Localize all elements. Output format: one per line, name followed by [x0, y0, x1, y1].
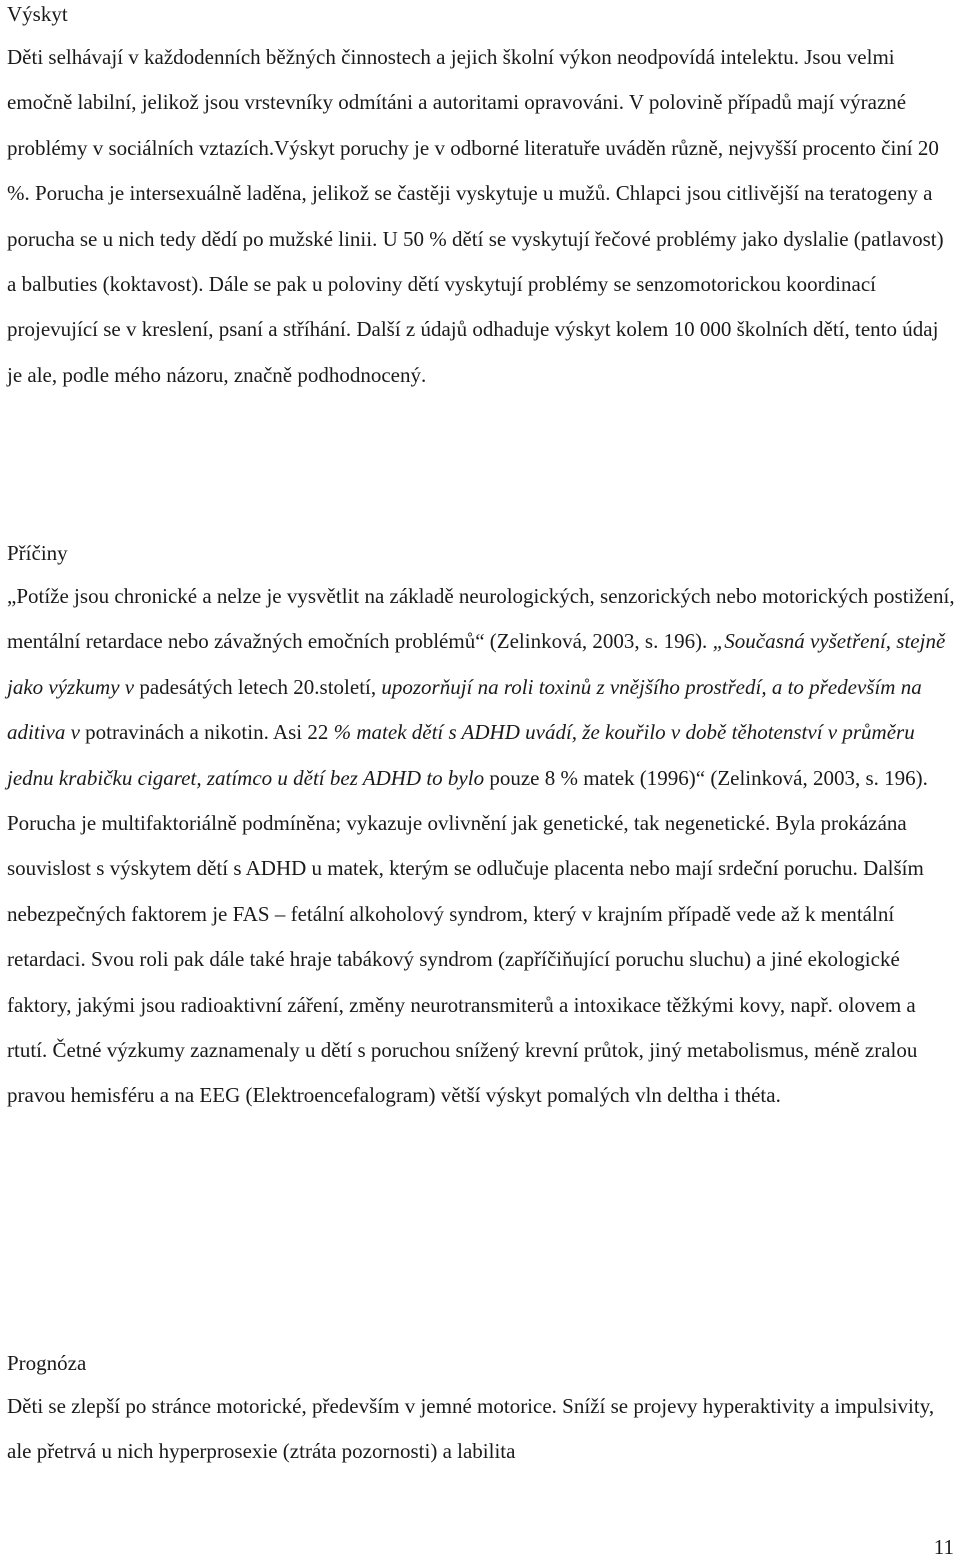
section-heading-priciny: Příčiny — [7, 541, 68, 565]
paragraph-priciny-text: Porucha je multifaktoriálně podmíněna; vykazuje ovlivnění jak genetické, tak negenetické. Byla prokázána souvislost s výskytem dětí s ADHD u matek, kterým se odlučuje placenta nebo mají srdeční poruchu. Dalším nebezpečných faktorem je FAS – fetální alkoholový syndrom, který v krajním případě vede až k mentální retardaci. Svou roli pak dále také hraje tabákový syndrom (zapříčiňující poruchu sluchu) a jiné ekologické faktory, jakými jsou radioaktivní záření, změny neurotransmiterů a intoxikace těžkými kovy, např. olovem a rtutí. Četné výzkumy zaznamenaly u dětí s poruchou snížený krevní průtok, jiný metabolismus, méně zralou pravou hemisféru a na EEG (Elektroencefalogram) větší výskyt pomalých vln deltha i théta. — [7, 811, 924, 1108]
quote-plain-text-3: pouze 8 % matek (1996)“ (Zelinková, 2003, s. 196). — [489, 765, 928, 790]
paragraph-vyskyt-text: Děti selhávají v každodenních běžných činnostech a jejich školní výkon neodpovídá intelektu. Jsou velmi emočně labilní, jelikož jsou vrstevníky odmítáni a autoritami opravováni. V polovině případů mají výrazné problémy v sociálních vztazích.Výskyt poruchy je v odborné literatuře uváděn různě, nejvyšší procento činí 20 %. Porucha je intersexuálně laděna, jelikož se častěji vyskytuje u mužů. Chlapci jsou citlivější na teratogeny a porucha se u nich tedy dědí po mužské linii. U 50 % dětí se vyskytují řečové problémy jako dyslalie (patlavost) a balbuties (koktavost). Dále se pak u poloviny dětí vyskytují problémy se senzomotorickou koordinací projevující se v kreslení, psaní a stříhání. Další z údajů odhaduje výskyt kolem 10 000 školních dětí, tento údaj je ale, podle mého názoru, značně podhodnocený. — [7, 45, 944, 387]
paragraph-prognoza-text: Děti se zlepší po stránce motorické, především v jemné motorice. Sníží se projevy hyperaktivity a impulsivity, ale přetrvá u nich hyperprosexie (ztráta pozornosti) a labilita — [7, 1394, 935, 1464]
quote-plain-text: padesátých letech 20.století, — [139, 674, 382, 699]
paragraph-vyskyt — [7, 11, 955, 398]
section-heading-prognoza: Prognóza — [7, 1351, 87, 1375]
quote-text: „Potíže jsou chronické a nelze je vysvětlit na základě neurologických, senzorických nebo motorických postižení, mentální retardace nebo závažných emočních problémů“ (Zelinková, 2003, s. 196). — [7, 584, 955, 654]
quote-italic-text-2: upozorňují na roli toxinů z vnějšího prostředí, a to především na aditiva v — [7, 674, 922, 745]
quote-plain-text-2: potravinách a nikotin. Asi 22 — [85, 720, 334, 745]
paragraph-prognoza — [7, 1384, 955, 1475]
quote-italic-text: „Současná vyšetření, stejně jako výzkumy v — [7, 629, 946, 699]
quote-italic-text-3: % matek dětí s ADHD uvádí, že kouřilo v době těhotenství v průměru jednu krabičku cigaret, zatímco u dětí bez ADHD to bylo — [7, 720, 915, 790]
section-heading-vyskyt: Výskyt — [7, 2, 68, 26]
paragraph-priciny — [7, 574, 955, 1119]
page-number: 11 — [933, 1535, 954, 1559]
